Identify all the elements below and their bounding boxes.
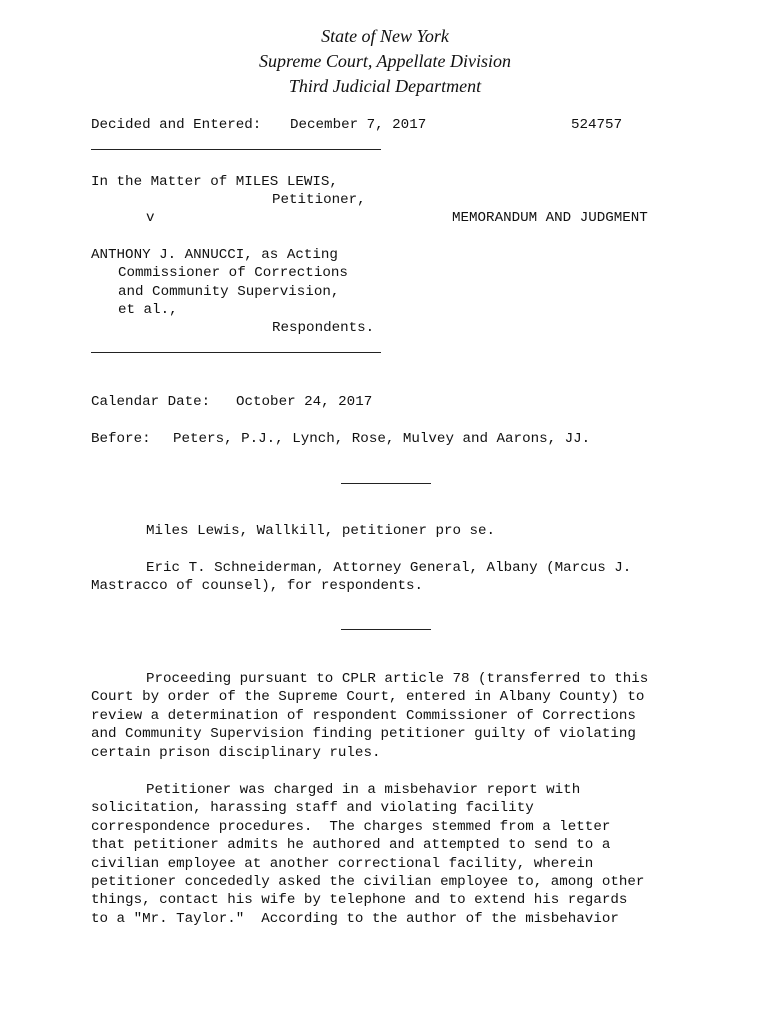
court-state: State of New York [321,26,449,46]
petitioner-line: In the Matter of MILES LEWIS, [91,174,338,190]
respondent-line-2: Commissioner of Corrections [118,265,348,281]
court-name: Supreme Court, Appellate Division [259,51,511,71]
paragraph-line: to a "Mr. Taylor." According to the author of the misbehavior [91,910,619,927]
paragraph-line: that petitioner admits he authored and attempted to send to a [91,837,611,854]
paragraph-line: solicitation, harassing staff and violating facility [91,800,534,817]
docket-number: 524757 [571,117,623,133]
respondent-line-4: et al., [118,302,178,318]
petitioner-role: Petitioner, [272,192,366,208]
decided-label: Decided and Entered: [91,117,262,133]
respondent-line-1: ANTHONY J. ANNUCCI, as Acting [91,247,338,263]
decided-date: December 7, 2017 [290,117,427,133]
calendar-date: October 24, 2017 [236,394,373,410]
before-label: Before: [91,431,151,447]
separator-rule-2 [341,629,431,630]
counsel-petitioner: Miles Lewis, Wallkill, petitioner pro se. [146,523,496,539]
paragraph-line: petitioner concededly asked the civilian employee to, among other [91,874,645,891]
court-heading [0,24,770,99]
body-paragraph-2 [91,781,691,928]
separator-rule-1 [341,483,431,484]
caption-top-rule [91,149,381,150]
paragraph-line: civilian employee at another correctional facility, wherein [91,855,594,872]
paragraph-line: review a determination of respondent Commissioner of Corrections [91,707,636,724]
paragraph-line: correspondence procedures. The charges stemmed from a letter [91,818,611,835]
paragraph-line: and Community Supervision finding petitioner guilty of violating [91,726,636,743]
respondent-role: Respondents. [272,320,375,336]
court-department: Third Judicial Department [288,76,482,96]
calendar-label: Calendar Date: [91,394,211,410]
paragraph-line: Court by order of the Supreme Court, entered in Albany County) to [91,689,645,706]
caption-bottom-rule [91,352,381,353]
paragraph-line: Petitioner was charged in a misbehavior report with [146,782,581,798]
paragraph-line: Proceeding pursuant to CPLR article 78 (transferred to this [146,671,649,687]
document-type: MEMORANDUM AND JUDGMENT [452,210,648,226]
counsel-respondent-line-2: Mastracco of counsel), for respondents. [91,578,424,594]
respondent-line-3: and Community Supervision, [118,284,340,300]
body-paragraph-1 [91,670,691,762]
paragraph-line: certain prison disciplinary rules. [91,744,381,761]
judges: Peters, P.J., Lynch, Rose, Mulvey and Aarons, JJ. [173,431,591,447]
paragraph-line: things, contact his wife by telephone and to extend his regards [91,892,628,909]
counsel-respondent-line-1: Eric T. Schneiderman, Attorney General, Albany (Marcus J. [146,560,632,576]
versus: v [146,210,155,226]
